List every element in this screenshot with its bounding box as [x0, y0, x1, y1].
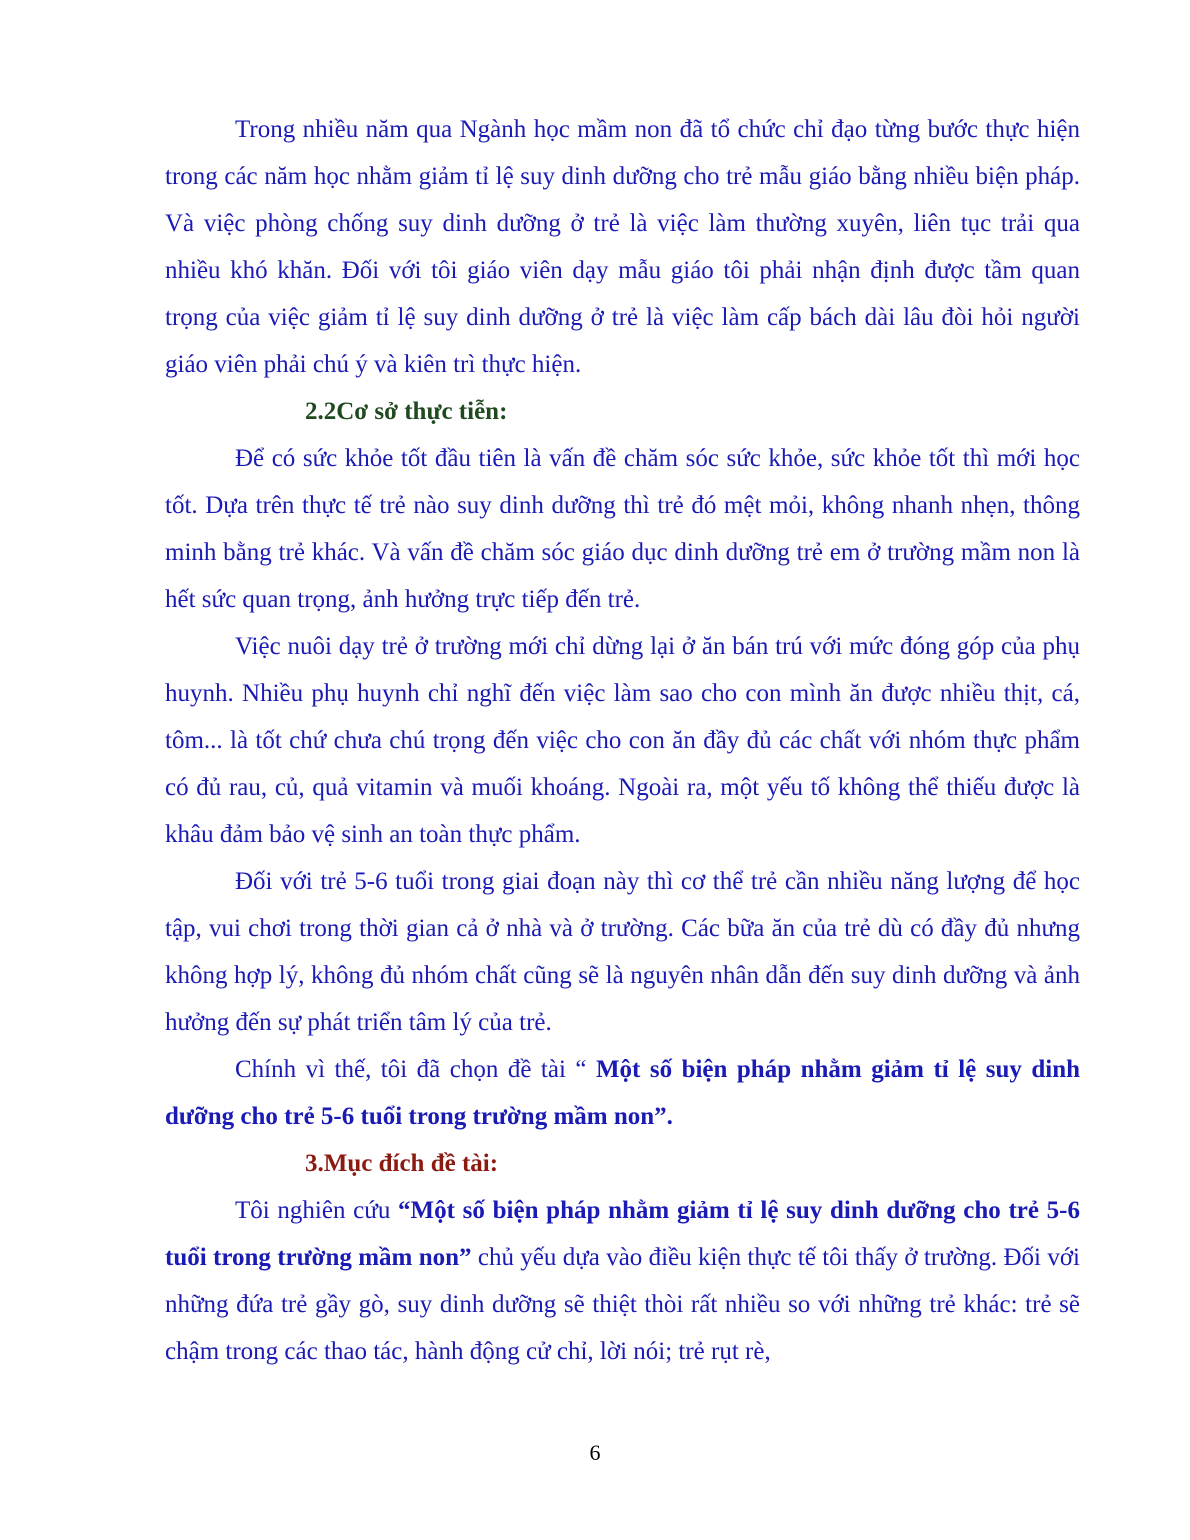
page-body [165, 106, 1080, 1375]
section-heading-3 [165, 1140, 1080, 1187]
paragraph-age-group: Đối với trẻ 5-6 tuổi trong giai đoạn này thì cơ thể trẻ cần nhiều năng lượng để học tập, vui chơi trong thời gian cả ở nhà và ở trường. Các bữa ăn của trẻ dù có đầy đủ nhưng không hợp lý, không đủ nhóm chất cũng sẽ là nguyên nhân dẫn đến suy dinh dưỡng và ảnh hưởng đến sự phát triển tâm lý của trẻ. [165, 868, 1080, 1036]
purpose-title-emphasis: “Một số biện pháp nhằm giảm tỉ lệ suy dinh dưỡng cho trẻ 5-6 tuổi trong trường mầm non” [165, 1197, 1081, 1271]
paragraph-topic-choice [165, 1046, 1080, 1140]
topic-lead-text: Chính vì thế, tôi đã chọn đề tài “ [235, 1056, 596, 1083]
section-title: Cơ sở thực tiễn: [336, 398, 508, 425]
paragraph-health: Để có sức khỏe tốt đầu tiên là vấn đề chăm sóc sức khỏe, sức khỏe tốt thì mới học tốt. Dựa trên thực tế trẻ nào suy dinh dưỡng thì trẻ đó mệt mỏi, không nhanh nhẹn, thông minh bằng trẻ khác. Và vấn đề chăm sóc giáo dục dinh dưỡng trẻ em ở trường mầm non là hết sức quan trọng, ảnh hưởng trực tiếp đến trẻ. [165, 445, 1080, 613]
purpose-rest-text: chủ yếu dựa vào điều kiện thực tế tôi thấy ở trường. Đối với những đứa trẻ gầy gò, suy dinh dưỡng sẽ thiệt thòi rất nhiều so với những trẻ khác: trẻ sẽ chậm trong các thao tác, hành động cử chỉ, lời nói; trẻ rụt rè, [165, 1244, 1080, 1365]
page-number: 6 [589, 1440, 601, 1465]
section-heading-2-2 [165, 388, 1080, 435]
section-title: Mục đích đề tài: [323, 1150, 499, 1177]
paragraph-nutrition: Việc nuôi dạy trẻ ở trường mới chỉ dừng lại ở ăn bán trú với mức đóng góp của phụ huynh. Nhiều phụ huynh chỉ nghĩ đến việc làm sao cho con mình ăn được nhiều thịt, cá, tôm... là tốt chứ chưa chú trọng đến việc cho con ăn đầy đủ các chất với nhóm thực phẩm có đủ rau, củ, quả vitamin và muối khoáng. Ngoài ra, một yếu tố không thể thiếu được là khâu đảm bảo vệ sinh an toàn thực phẩm. [165, 633, 1080, 848]
paragraph-intro: Trong nhiều năm qua Ngành học mầm non đã tổ chức chỉ đạo từng bước thực hiện trong các năm học nhằm giảm tỉ lệ suy dinh dưỡng cho trẻ mẫu giáo bằng nhiều biện pháp. Và việc phòng chống suy dinh dưỡng ở trẻ là việc làm thường xuyên, liên tục trải qua nhiều khó khăn. Đối với tôi giáo viên dạy mẫu giáo tôi phải nhận định được tầm quan trọng của việc giảm tỉ lệ suy dinh dưỡng ở trẻ là việc làm cấp bách dài lâu đòi hỏi người giáo viên phải chú ý và kiên trì thực hiện. [165, 116, 1080, 378]
paragraph-purpose [165, 1187, 1080, 1375]
section-number: 3. [305, 1150, 324, 1177]
purpose-lead-text: Tôi nghiên cứu [235, 1197, 399, 1224]
topic-title-emphasis: Một số biện pháp nhằm giảm tỉ lệ suy dinh dưỡng cho trẻ 5-6 tuổi trong trường mầm non”. [165, 1056, 1080, 1130]
section-number: 2.2 [305, 398, 337, 425]
